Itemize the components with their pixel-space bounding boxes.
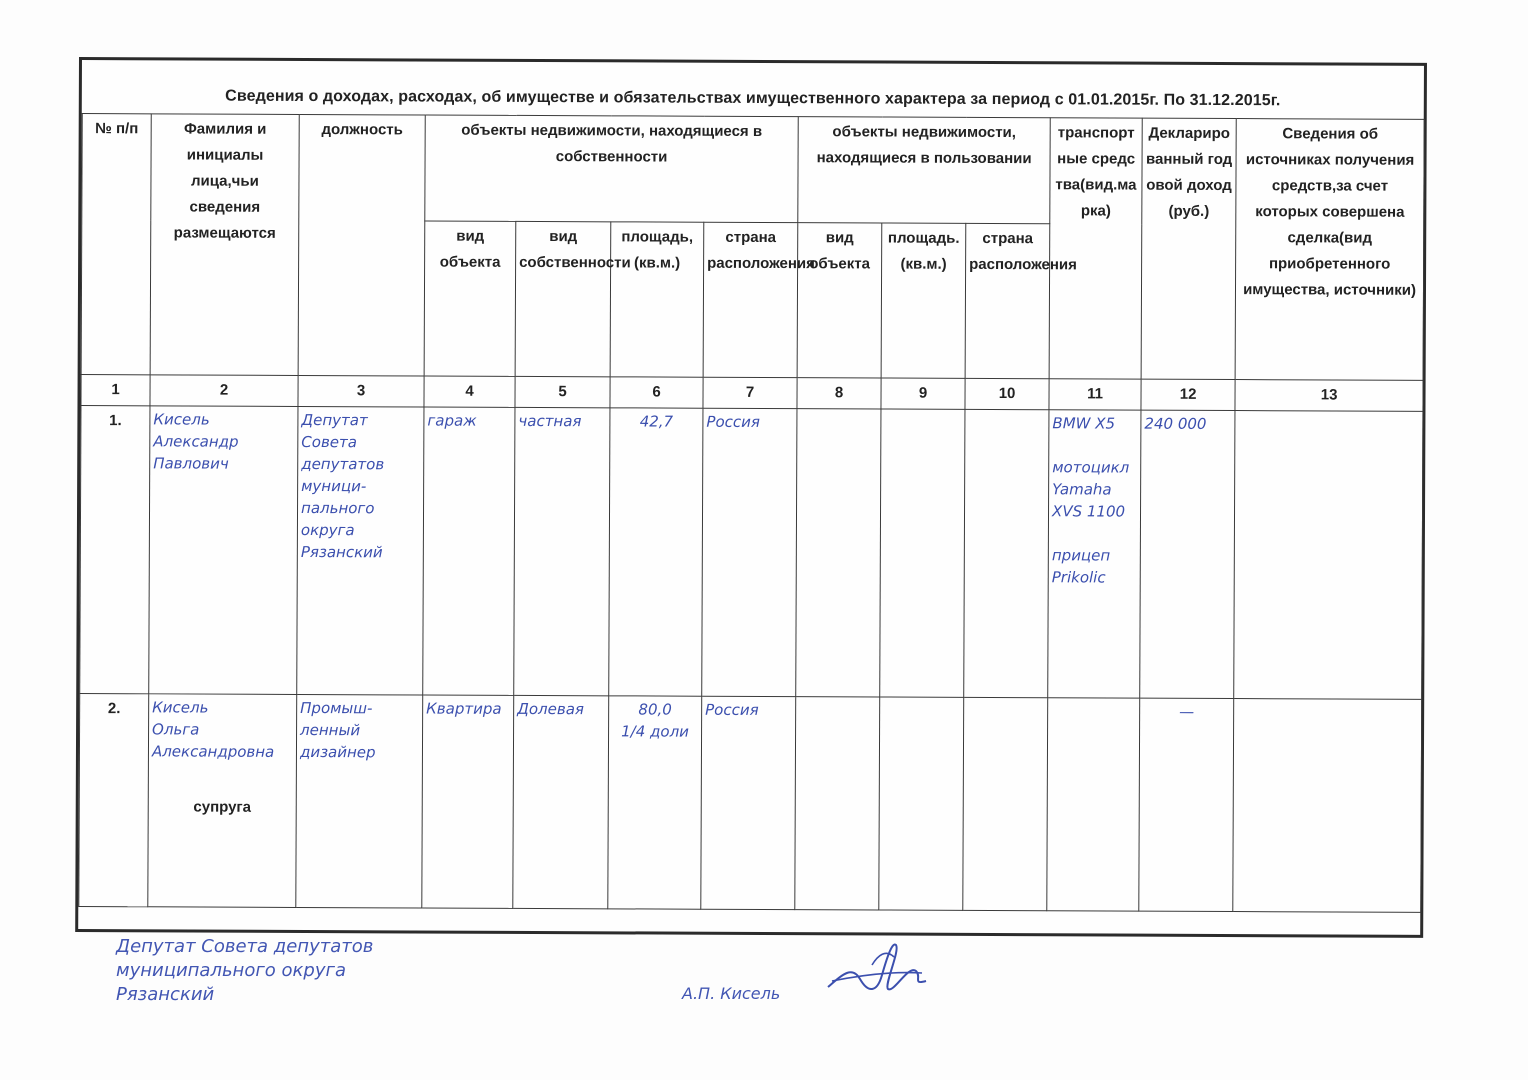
income (1140, 410, 1235, 698)
used-country (963, 697, 1048, 910)
owned-kind-text: частная (518, 411, 582, 431)
income-text: — (1179, 702, 1195, 721)
header-owned-type: вид объекта (424, 221, 516, 376)
person-position-text: Депутат Совета депутатов муници- пального округа Рязанский (300, 410, 385, 562)
transport (1048, 410, 1141, 698)
person-name (149, 406, 298, 695)
header-income: Декларированный годовой доход(руб.) (1141, 118, 1236, 379)
owned-kind (514, 407, 610, 695)
sources (1233, 699, 1422, 913)
signature-icon (822, 935, 932, 1005)
transport (1047, 698, 1140, 911)
used-country (964, 409, 1049, 697)
income-text: 240 000 (1144, 414, 1207, 433)
row-number: 2. (79, 694, 149, 907)
owned-type-text: гараж (427, 411, 477, 430)
owned-type (423, 407, 515, 695)
header-name: Фамилия и инициалы лица,чьи сведения размещаются (150, 114, 299, 376)
signer-name: А.П. Кисель (682, 984, 781, 1003)
col-number: 5 (515, 376, 610, 407)
col-number: 6 (610, 377, 703, 408)
col-number: 1 (81, 375, 150, 406)
col-number: 7 (703, 377, 797, 408)
signer-title: Депутат Совета депутатов муниципального округа Рязанский (116, 936, 374, 1005)
used-area (879, 697, 964, 910)
person-position-text: Промыш- ленный дизайнер (299, 698, 376, 762)
col-number: 3 (298, 375, 424, 407)
owned-area (609, 408, 703, 696)
header-owned-country: страна расположения (703, 222, 798, 377)
sources (1234, 411, 1423, 700)
col-number: 12 (1141, 379, 1235, 410)
header-used-area: площадь. (кв.м.) (881, 223, 966, 378)
col-number: 2 (150, 375, 298, 407)
owned-type-text: Квартира (426, 699, 502, 718)
person-position (296, 694, 423, 908)
owned-area-text: 80,0 1/4 доли (621, 700, 689, 741)
col-number: 11 (1049, 379, 1141, 410)
col-number: 10 (965, 378, 1049, 409)
table-row (79, 694, 1422, 913)
header-sources: Сведения об источниках получения средств,за счет которых совершена сделка(вид приобретенного имущества, источники) (1235, 119, 1424, 381)
used-area (880, 409, 965, 697)
income (1139, 698, 1234, 911)
header-num: № п/п (81, 114, 151, 375)
header-owned-kind: вид собственности (515, 221, 611, 376)
owned-area-text: 42,7 (639, 412, 674, 431)
header-used-country: страна расположения (965, 223, 1050, 378)
header-owned-area: площадь,(кв.м.) (610, 222, 704, 377)
person-name (148, 694, 297, 908)
header-position: должность (298, 114, 425, 376)
person-position (297, 406, 424, 695)
owned-kind (513, 695, 609, 908)
owned-country (702, 408, 797, 696)
header-used-type: вид объекта (797, 223, 882, 378)
person-name-text: Кисель Ольга Александровна (151, 698, 275, 761)
used-type (796, 409, 881, 697)
document-title: Сведения о доходах, расходах, об имуществе и обязательствах имущественного характера за период с 01.01.2015г. По 31.12.2015г. (225, 87, 1281, 110)
declaration-table (78, 113, 1424, 913)
owned-country-text: Россия (706, 412, 760, 431)
owned-area (608, 696, 702, 909)
header-transport: транспортные средства(вид.марка) (1049, 118, 1142, 379)
header-owned-group: объекты недвижимости, находящиеся в собственности (425, 115, 798, 223)
col-number: 4 (424, 376, 515, 407)
declaration-sheet (75, 57, 1427, 938)
used-type (795, 697, 880, 910)
person-name-text: Кисель Александр Павлович (153, 410, 239, 473)
col-number: 8 (797, 378, 881, 409)
row-number: 1. (80, 406, 150, 694)
table-row (80, 406, 1423, 700)
relation-label: супруга (193, 798, 252, 816)
col-number: 13 (1235, 380, 1423, 412)
owned-country (701, 696, 796, 909)
col-number: 9 (881, 378, 965, 409)
header-used-group: объекты недвижимости, находящиеся в пользовании (798, 117, 1050, 224)
owned-country-text: Россия (705, 700, 759, 719)
owned-kind-text: Долевая (517, 699, 584, 719)
owned-type (422, 695, 514, 908)
transport-text: BMW X5 мотоцикл Yamaha XVS 1100 прицеп Prikolic (1051, 414, 1130, 587)
